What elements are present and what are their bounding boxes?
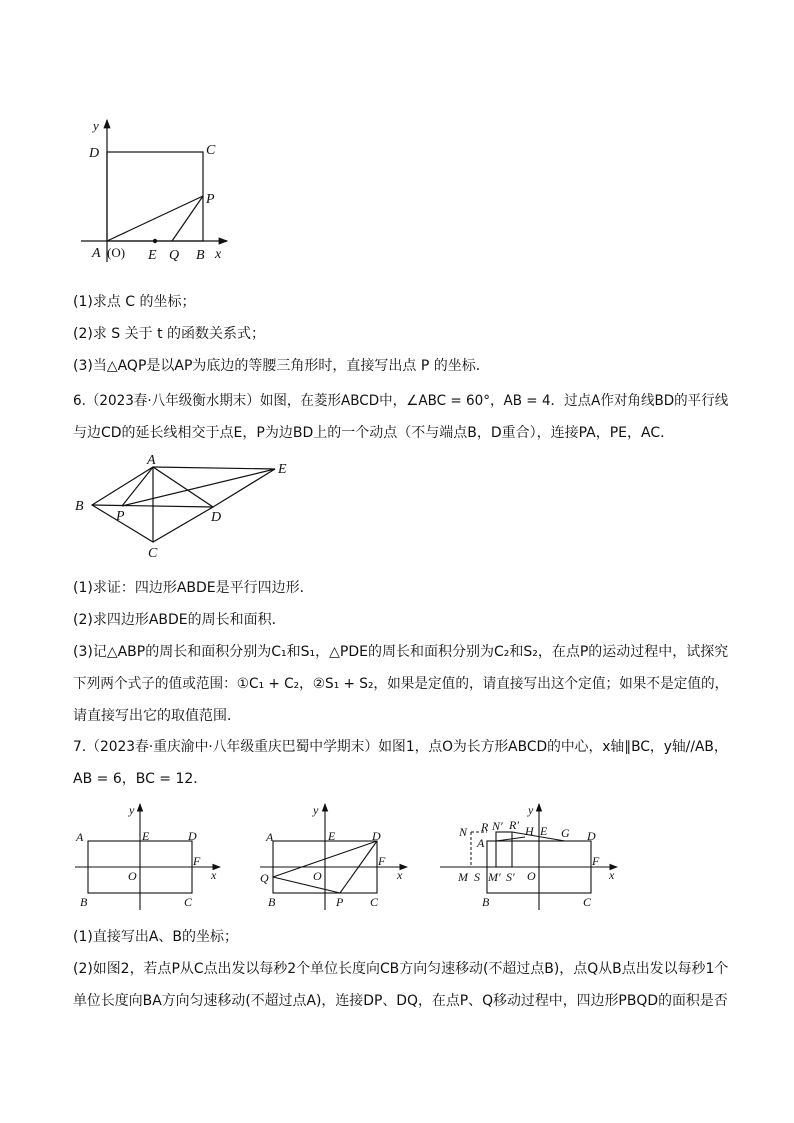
q6-part1: (1)求证：四边形ABDE是平行四边形． xyxy=(73,580,314,596)
label-x: x xyxy=(215,247,222,262)
moved-rectangle xyxy=(496,832,512,867)
label-y: y xyxy=(129,803,135,817)
label-a: A xyxy=(477,836,485,850)
label-s: S xyxy=(474,870,480,884)
point-e xyxy=(153,239,157,243)
label-a: A xyxy=(147,453,156,468)
label-f: F xyxy=(592,854,600,868)
label-s-prime: S′ xyxy=(506,870,515,884)
segment-h xyxy=(496,837,525,841)
label-c: C xyxy=(583,895,592,909)
rectangle-figure-3 xyxy=(437,798,627,913)
q7-part1: (1)直接写出A、B的坐标； xyxy=(73,929,239,945)
q5-part2: (2)求 S 关于 t 的函数关系式； xyxy=(73,326,266,342)
q5-part3: (3)当△AQP是以AP为底边的等腰三角形时，直接写出点 P 的坐标． xyxy=(73,358,490,374)
label-m: M xyxy=(458,870,468,884)
q6-part2: (2)求四边形ABDE的周长和面积． xyxy=(73,612,286,628)
label-c: C xyxy=(148,546,158,561)
square-coordinate-figure xyxy=(75,112,235,267)
label-n: N xyxy=(459,825,468,839)
label-x: x xyxy=(609,868,615,882)
label-y: y xyxy=(528,803,534,817)
q7-part2-line2: 单位长度向BA方向匀速移动(不超过点A)，连接DP、DQ，在点P、Q移动过程中，四边形PBQD的面积是否 xyxy=(73,993,728,1009)
label-o: (O) xyxy=(107,245,126,260)
label-a: A xyxy=(92,246,101,261)
label-p: P xyxy=(116,509,125,524)
q6-part3-line2: 下列两个式子的值或范围：①C₁ + C₂，②S₁ + S₂，如果是定值的，请直接写出这个定值；如果不是定值的， xyxy=(73,676,729,692)
label-d: D xyxy=(587,829,596,843)
question7-stem xyxy=(73,731,728,795)
label-b: B xyxy=(196,248,205,263)
q6-part3-line3: 请直接写出它的取值范围． xyxy=(73,708,241,724)
label-g: G xyxy=(561,826,570,840)
label-d: D xyxy=(211,510,222,525)
question6-parts xyxy=(73,572,728,732)
label-p: P xyxy=(336,895,344,909)
segment-ap xyxy=(107,196,203,241)
segment-qp xyxy=(273,877,340,893)
label-b: B xyxy=(482,895,490,909)
label-e: E xyxy=(148,248,157,263)
q6-part3-line1: (3)记△ABP的周长和面积分别为C₁和S₁，△PDE的周长和面积分别为C₂和S₂，在点P的运动过程中，试探究 xyxy=(73,644,729,660)
q6-line1: 6.（2023春·八年级衡水期末）如图，在菱形ABCD中，∠ABC = 60°，AB = 4．过点A作对角线BD的平行线 xyxy=(73,393,729,409)
q6-line2: 与边CD的延长线相交于点E，P为边BD上的一个动点（不与端点B，D重合），连接PA，PE，AC． xyxy=(73,425,675,441)
label-n-prime: N′ xyxy=(492,819,503,833)
square-abcd xyxy=(107,152,203,241)
label-x: x xyxy=(211,868,217,882)
label-o: O xyxy=(527,869,536,883)
q7-line1: 7.（2023春·重庆渝中·八年级重庆巴蜀中学期末）如图1，点O为长方形ABCD的中心，x轴∥BC，y轴//AB， xyxy=(73,739,728,755)
label-d: D xyxy=(89,146,100,161)
label-o: O xyxy=(128,869,137,883)
label-b: B xyxy=(80,895,88,909)
label-e: E xyxy=(278,462,287,477)
label-a: A xyxy=(76,830,84,844)
label-e: E xyxy=(328,829,336,843)
segment-ae xyxy=(153,467,275,469)
label-a: A xyxy=(266,830,274,844)
rectangle-figure-1 xyxy=(70,798,230,913)
label-c: C xyxy=(206,143,216,158)
label-c: C xyxy=(184,895,193,909)
rectangle-figure-2 xyxy=(252,798,417,913)
label-o: O xyxy=(313,869,322,883)
label-q: Q xyxy=(169,248,180,263)
label-r: R xyxy=(481,820,489,834)
question6-stem xyxy=(73,385,728,449)
label-b: B xyxy=(75,499,84,514)
q7-part2-line1: (2)如图2，若点P从C点出发以每秒2个单位长度向CB方向匀速移动(不超过点B)，点Q从B点出发以每秒1个 xyxy=(73,961,729,977)
label-d: D xyxy=(372,829,381,843)
label-c: C xyxy=(370,895,379,909)
label-d: D xyxy=(188,829,197,843)
label-m-prime: M′ xyxy=(488,870,501,884)
question7-parts xyxy=(73,921,728,1017)
label-e: E xyxy=(142,829,150,843)
label-b: B xyxy=(268,895,276,909)
q7-line2: AB = 6，BC = 12． xyxy=(73,771,208,787)
label-f: F xyxy=(193,854,201,868)
q5-part1: (1)求点 C 的坐标； xyxy=(73,294,196,310)
label-p: P xyxy=(206,192,215,207)
label-r-prime: R′ xyxy=(509,818,519,832)
question5-parts xyxy=(73,286,728,382)
label-q: Q xyxy=(260,871,269,885)
segment-de xyxy=(213,469,275,507)
segment-pe xyxy=(122,469,275,506)
label-x: x xyxy=(397,868,403,882)
label-y: y xyxy=(93,118,99,133)
label-h: H xyxy=(525,824,534,838)
label-f: F xyxy=(378,854,386,868)
label-y: y xyxy=(313,803,319,817)
label-e: E xyxy=(540,824,548,838)
rhombus-figure xyxy=(70,450,295,565)
